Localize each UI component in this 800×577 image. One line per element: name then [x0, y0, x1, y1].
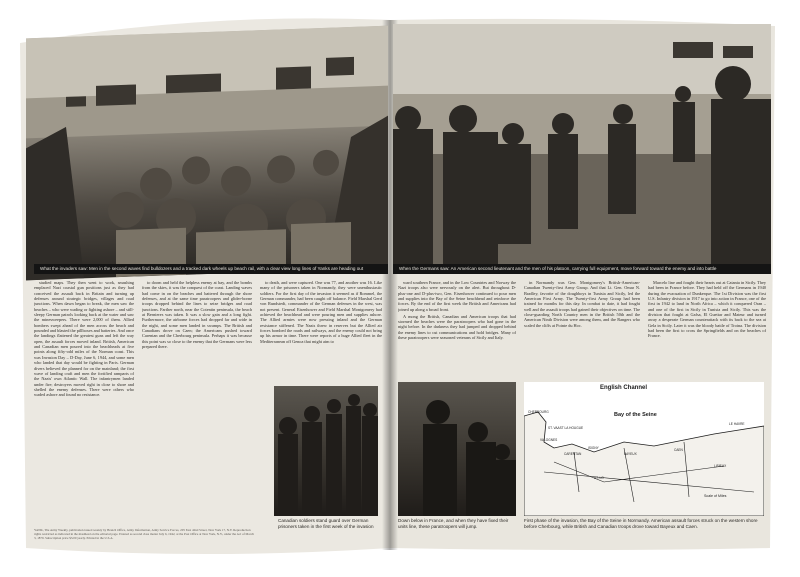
map-town-label: CHERBOURG — [528, 410, 549, 414]
map-land-illustration — [524, 382, 764, 516]
map-town-label: BAYEUX — [624, 452, 637, 456]
platoon-illustration — [393, 24, 771, 264]
map-town-label: ISIGNY — [588, 446, 599, 450]
article-text: Marcelo line and fought their hearts out at Catania in Sicily. They had been in France before. They had held off the Germans in 1940 during the evacuation of Dunkerque. The 1st Division was the first U.S. Infantry division in 1917 to go into action in France, one of the first in 1942 to land in North Africa – which it conquered Oran – and one of the first in Sicily in Tunisia and Sicily. This was the division that fought at Gafsa, El Guettar and Mateur and turned away a desperate German counterattack with its back to the sea at Gela in Sicily. Later it was the bloody battle of Troina. The division had been the first to cross the Springfields and on the beaches of France. — [648, 280, 766, 339]
article-text: to doom and held the helpless enemy at bay, and the bombs from the skies, it was the conquest of the coast. Landing waves had come in on the beaches and battered through the shore defenses, and at the same time paratroopers and glider-borne troops dropped behind the lines to seize bridges and road junctions. Farther north, near the Cotentin peninsula, the beach at Bernieres was taken. It was a slow gain and a long fight. Furthermore, the airborne forces had dropped far and wide in the night, and some men landed in swamps. The British and Canadians drove on Caen; the Americans pushed toward Carentan and the Cherbourg peninsula. Perhaps it was because this point was so close to the enemy that the Germans were less prepared there. — [142, 280, 252, 350]
map-town-label: LISIEUX — [714, 464, 727, 468]
paratroopers-caption: Down below in France, and when they have fixed their units line, these paratroopers will jump. — [398, 518, 509, 529]
normandy-map — [524, 382, 764, 516]
article-column-left-3 — [260, 280, 382, 366]
prisoners-caption: Canadian soldiers stand guard over German prisoners taken in the first week of the invasion — [278, 518, 374, 529]
article-text: in Normandy was Gen. Montgomery's British-American-Canadian Twenty-first Army Group. And that Lt. Gen. Omar N. Bradley, favorite of the doughboys in Tunisia and Sicily, led the American First Army. The Twenty-first Army Group had been trained for months for this day. In combat to date, it had fought well and the assault troops had gained their objectives on time. The close-guarding North Country men in the British 50th and the American Ninth Division were among them, and the Rangers who scaled the cliffs at Pointe du Hoc. — [524, 280, 640, 328]
article-text: to death, and were captured. One was 77, and another was 16. Like many of the prisoners taken in Normandy, they were unenthusiastic soldiers. For the first day of the invasion it seemed as if Rommel, the German commander, had been caught off balance. Field Marshal Gerd von Rundstedt, commander of the German defenses in the west, was not present. General Eisenhower and Field Marshal Montgomery had achieved the beachhead and were pouring men and supplies ashore. The Allied armies were now pressing inland and the German resistance stiffened. The Nazis threw in reserves but the Allied air forces bombed the roads and railways, and the enemy could not bring up his armor in time. There were reports of a huge Allied fleet in the Mediterranean off Genoa that might aim to — [260, 280, 382, 344]
publication-footer: YANK, The Army Weekly, publication issued weekly by Branch Office, Army Information, Army Service Forces, 205 East 42nd Street, New York 17, N.Y. Reproduction rights restricted as indicated in the masthead on the editorial page. Entered as second class matter July 6, 1942, at the Post Office at New York, N.Y., under the Act of March 3, 1879. Subscription price $3.00 yearly. Printed in the U.S.A. — [34, 528, 254, 540]
map-town-label: CARENTAN — [564, 452, 582, 456]
gi-platoon-photo — [393, 24, 771, 264]
map-caption: First phase of the invasion, the Bay of the Seine in Normandy. American assault forces struck on the western shore before Cherbourg, while British and Canadian troops drove toward Bayeux and Caen. — [524, 518, 758, 529]
article-column-left-2 — [142, 280, 252, 524]
right-top-caption: When the Germans saw: An American second lieutenant and the men of his platoon, carrying full equipment, move forward toward the enemy and into battle — [393, 264, 771, 274]
article-column-left-1 — [34, 280, 134, 528]
landing-craft-photo — [26, 26, 388, 281]
map-town-label: LE HAVRE — [729, 422, 745, 426]
map-scale-label: Scale of Miles — [704, 494, 727, 498]
article-column-right-1 — [398, 280, 516, 374]
prisoners-photo — [274, 386, 378, 516]
map-bay-label: Bay of the Seine — [614, 412, 657, 418]
map-town-label: ST. LO — [594, 476, 604, 480]
article-column-right-3 — [648, 280, 766, 374]
article-text: ward southern France, and in the Low Countries and Norway the Nazi troops also were nervously on the alert. But throughout D-plus-one and D-plus-two, Gen. Eisenhower continued to pour men and supplies into the Bay of the Seine beachhead and reinforce the forces. By the end of the first week the British and Americans had joined up along a broad front. — [398, 280, 516, 312]
map-town-label: CAEN — [674, 448, 683, 452]
map-town-label: VALOGNES — [540, 438, 558, 442]
paratroopers-photo — [398, 382, 516, 516]
article-column-right-2 — [524, 280, 640, 374]
article-text: A mong the British, Canadian and American troops that had stormed the beaches were the paratroopers who had gone in the night before. In the darkness they had jumped and dropped behind the enemy lines to cut communications and hold bridges. Many of these paratroopers were seasoned veterans of Sicily and Italy. — [398, 313, 516, 340]
map-town-label: ST. VAAST LA HOUGUE — [548, 426, 584, 430]
left-top-caption: What the invaders saw: Men in the second waves find bulldozers and a tracked dark wheels up beach rail, with a clear view long lines of Yanks are heading out — [34, 264, 388, 274]
prisoners-illustration — [274, 386, 378, 516]
landing-craft-illustration — [26, 26, 388, 281]
article-text: studied maps. They then went to work, smashing emplaced Nazi coastal gun positions just as they had conceived the assault back in Britain and turning up defenses around strategic bridges, villages and road junctions. When dawn began to break, the men saw the beaches – who were wading or fighting ashore – and still-sleepy German patrols looking back at the water and saw the minesweepers. There were 2,000 of them. Allied bombers swept ahead of the men across the beach and pounded and blasted the pillboxes and batteries. And once the landings flattened the greatest guns and left the way open, the assault forces moved inland. British, American and Canadian men poured into the beachheads at five points along fifty-odd miles of the Norman coast. This was Invasion Day – D-Day, June 6, 1944, and some men who landed that day would be fighting in Paris. German divers believed the planned for on the mainland; the first wave of landing craft and men the fortified ramparts of the Nazis' own Atlantic Wall. The infantrymen landed under fire; destroyers moved right in close to shore and shelled the enemy defenses. There were others who waded ashore and found no resistance. — [34, 280, 134, 398]
map-channel-label: English Channel — [600, 385, 648, 391]
paratroopers-illustration — [398, 382, 516, 516]
